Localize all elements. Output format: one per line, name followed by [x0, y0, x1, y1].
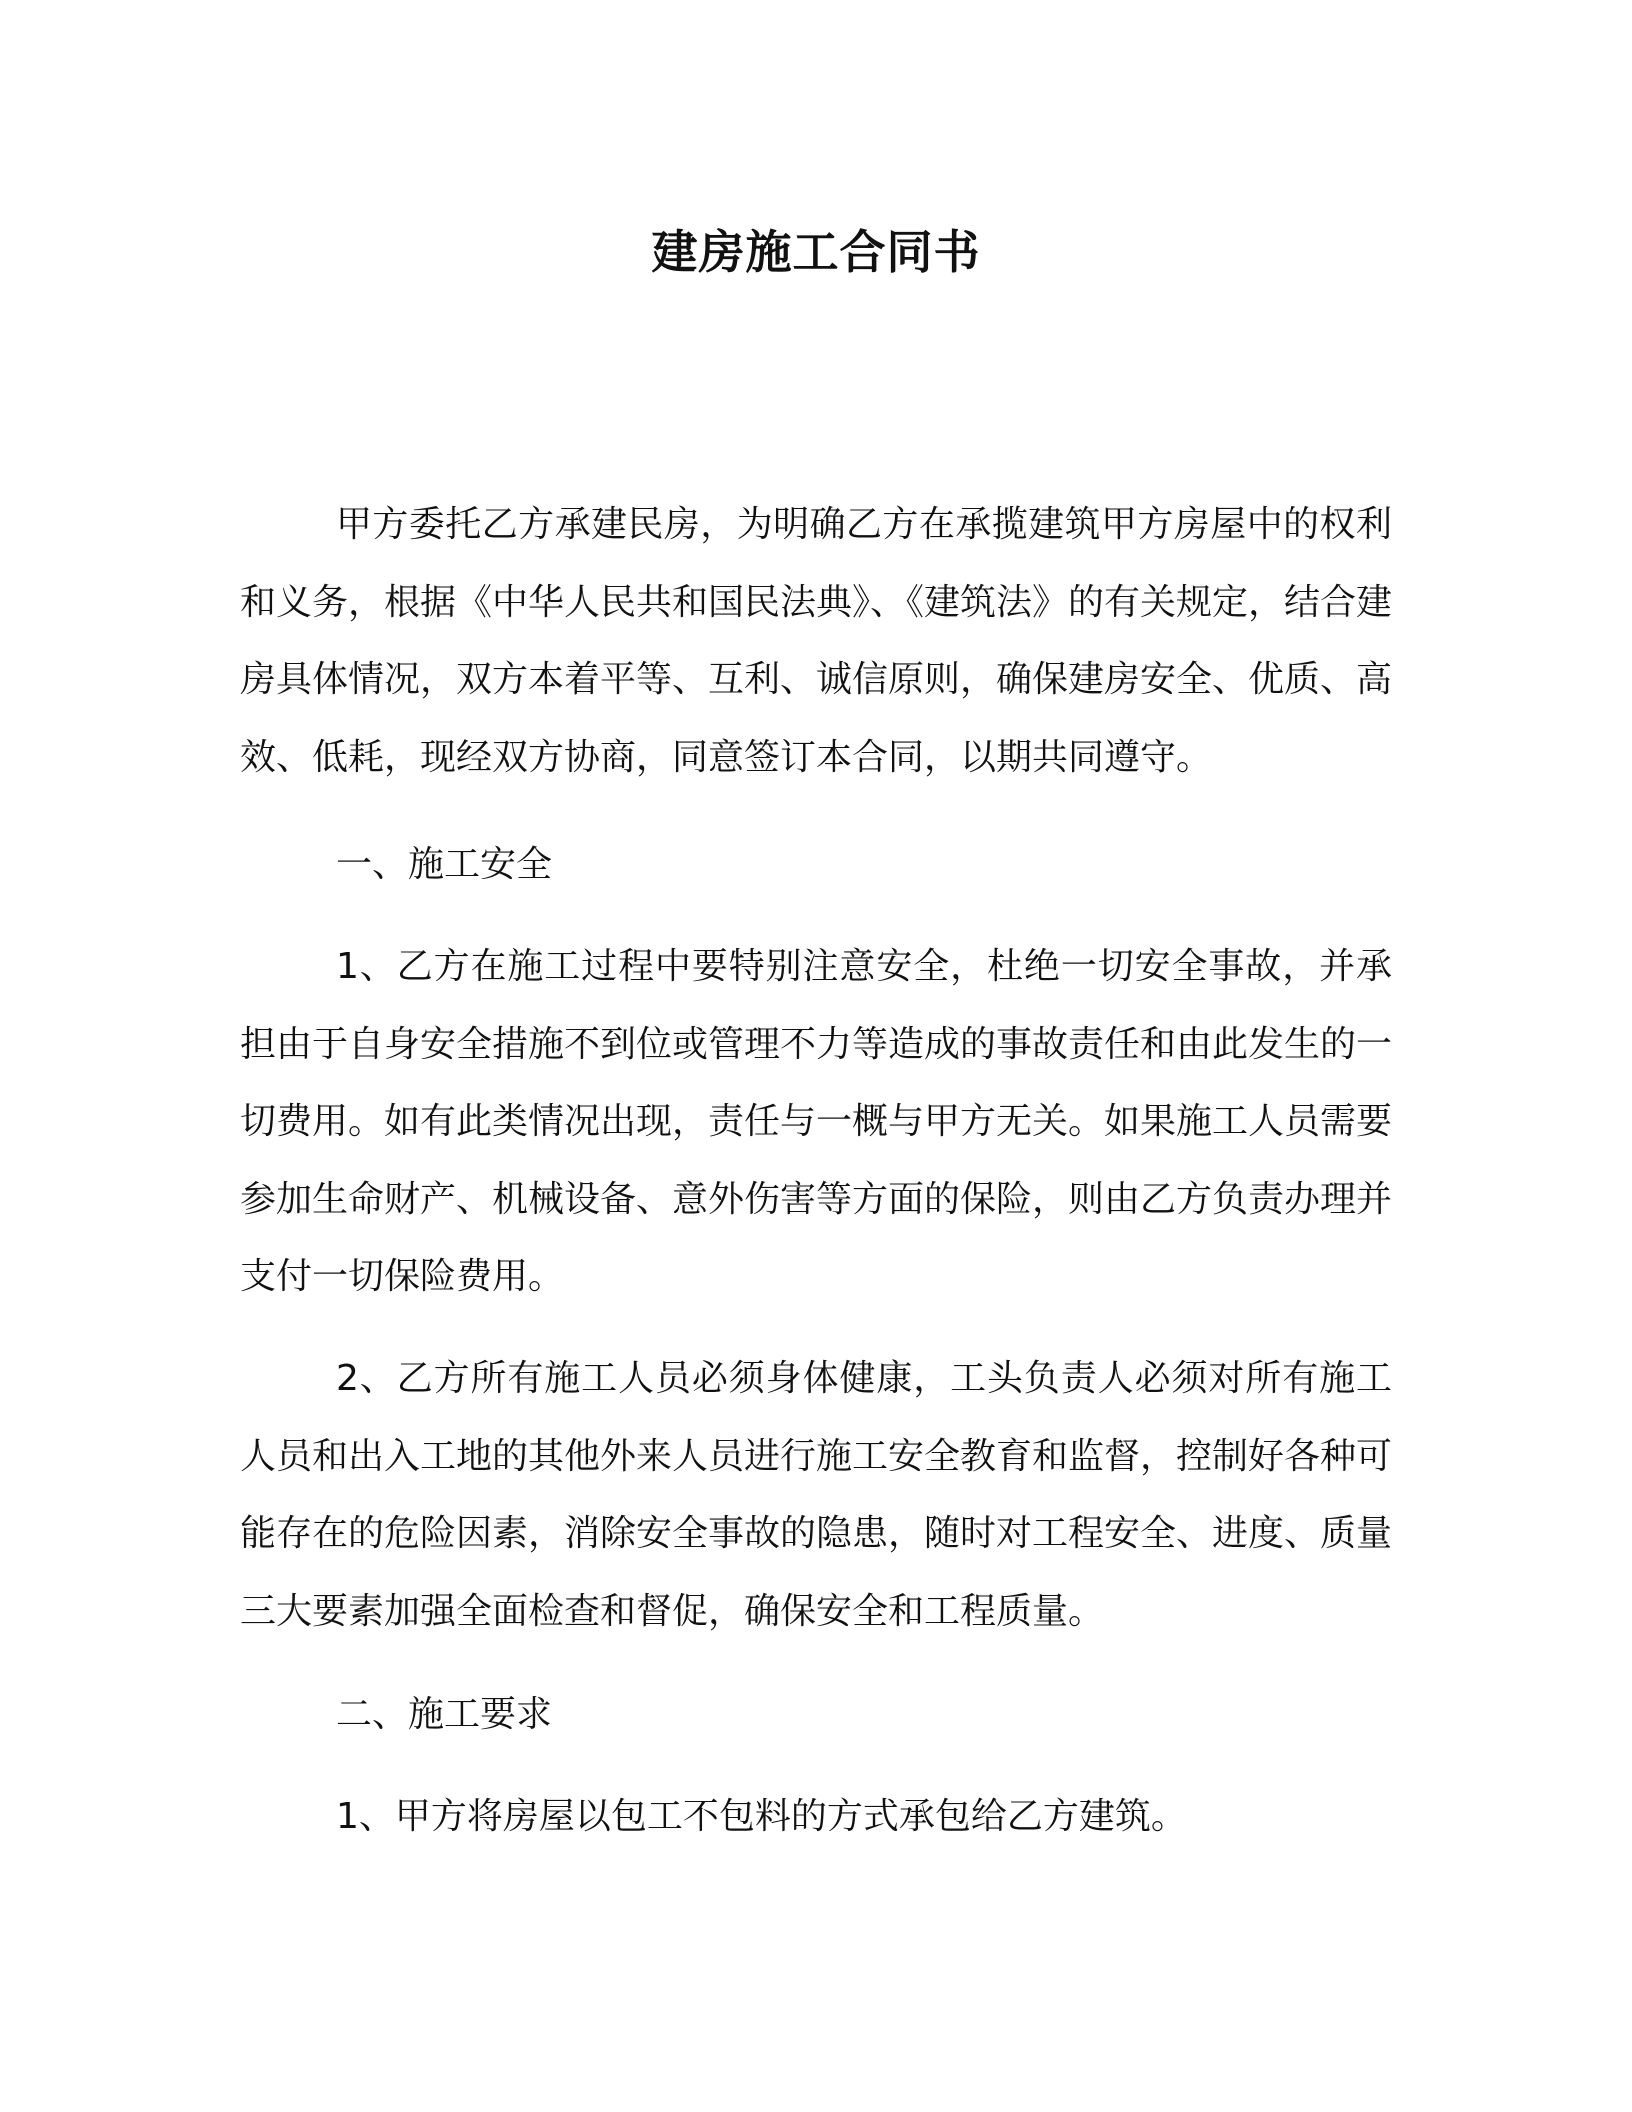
section-heading-safety: 一、施工安全: [336, 844, 553, 885]
page-title: 建房施工合同书: [651, 225, 981, 279]
clause-safety-1: 1、乙方在施工过程中要特别注意安全，杜绝一切安全事故，并承担由于自身安全措施不到位或管理不力等造成的事故责任和由此发生的一切费用。如有此类情况出现，责任与一概与甲方无关。如果施工人员需要参加生命财产、机械设备、意外伤害等方面的保险，则由乙方负责办理并支付一切保险费用。: [240, 946, 1393, 1297]
clause-requirements-1: 1、甲方将房屋以包工不包料的方式承包给乙方建筑。: [336, 1796, 1187, 1837]
clause-safety-2: 2、乙方所有施工人员必须身体健康，工头负责人必须对所有施工人员和出入工地的其他外来人员进行施工安全教育和监督，控制好各种可能存在的危险因素，消除安全事故的隐患，随时对工程安全、进度、质量三大要素加强全面检查和督促，确保安全和工程质量。: [240, 1358, 1393, 1632]
intro-paragraph: 甲方委托乙方承建民房，为明确乙方在承揽建筑甲方房屋中的权利和义务，根据《中华人民共和国民法典》、《建筑法》的有关规定，结合建房具体情况，双方本着平等、互利、诚信原则，确保建房安全、优质、高效、低耗，现经双方协商，同意签订本合同，以期共同遵守。: [240, 504, 1393, 778]
section-heading-requirements: 二、施工要求: [336, 1694, 553, 1735]
